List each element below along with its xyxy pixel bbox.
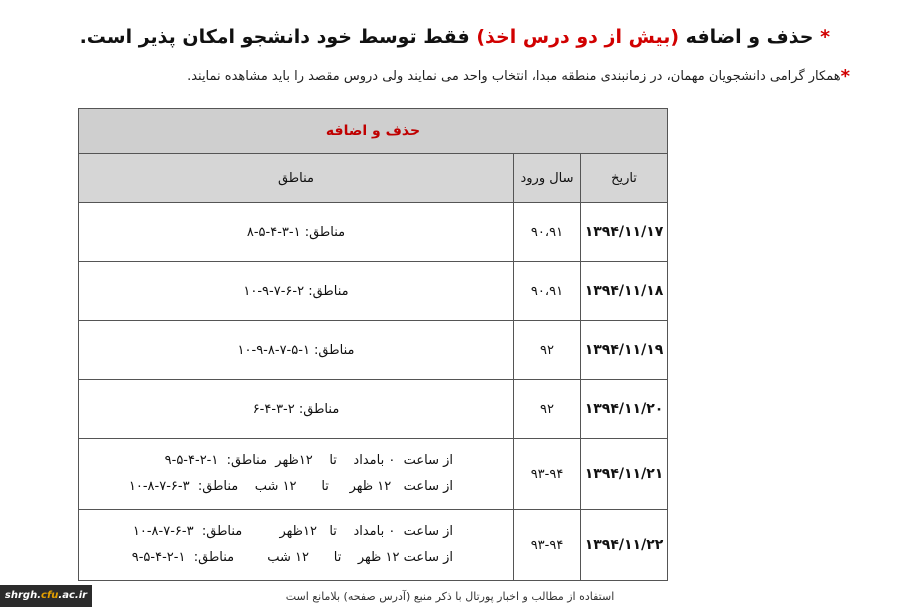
regions-cell: مناطق: ۱-۳-۴-۵-۸ xyxy=(79,203,514,262)
table-row xyxy=(79,321,668,380)
time-slot-morning: از ساعت ۰ بامداد تا ۱۲ظهر مناطق: ۳-۶-۷-۸-۱۰ xyxy=(132,524,453,539)
entry-year-cell: ۹۲ xyxy=(514,321,581,380)
time-slot-morning: از ساعت ۰ بامداد تا ۱۲ظهر مناطق: ۱-۲-۴-۵-۹ xyxy=(164,453,453,468)
table-title: حذف و اضافه xyxy=(79,109,668,154)
time-slot-afternoon: از ساعت ۱۲ ظهر تا ۱۲ شب مناطق: ۳-۶-۷-۸-۱۰ xyxy=(128,479,453,494)
column-header-regions: مناطق xyxy=(79,154,514,203)
table-row xyxy=(79,510,668,581)
date-cell: ۱۳۹۴/۱۱/۲۲ xyxy=(581,510,668,581)
guest-students-note: همکار گرامی دانشجویان مهمان، در زمانبندی منطقه مبدا، انتخاب واحد می نمایند ولی دروس مقصد را باید مشاهده نمایند. xyxy=(187,69,841,84)
column-header-row xyxy=(79,154,668,203)
announcement-text-end: فقط توسط خود دانشجو امکان پذیر است. xyxy=(79,26,477,48)
entry-year-cell: ۹۲ xyxy=(514,380,581,439)
table-row xyxy=(79,439,668,510)
date-cell: ۱۳۹۴/۱۱/۱۸ xyxy=(581,262,668,321)
site-watermark-logo xyxy=(0,585,92,607)
logo-accent: cfu xyxy=(41,590,59,601)
time-slot-afternoon: از ساعت ۱۲ ظهر تا ۱۲ شب مناطق: ۱-۲-۴-۵-۹ xyxy=(131,550,453,565)
regions-cell xyxy=(79,510,514,581)
table-row xyxy=(79,203,668,262)
table-title-row xyxy=(79,109,668,154)
regions-cell xyxy=(79,439,514,510)
add-drop-schedule-table xyxy=(78,108,668,581)
column-header-entry-year: سال ورود xyxy=(514,154,581,203)
red-asterisk: * xyxy=(820,26,830,48)
logo-suffix: .ac.ir xyxy=(58,590,88,601)
announcement-text-start: حذف و اضافه xyxy=(679,26,814,48)
announcement-line-2 xyxy=(80,66,850,87)
entry-year-cell: ۹۰،۹۱ xyxy=(514,203,581,262)
date-cell: ۱۳۹۴/۱۱/۲۰ xyxy=(581,380,668,439)
logo-prefix: shrgh. xyxy=(4,590,42,601)
table-row xyxy=(79,380,668,439)
red-asterisk: * xyxy=(840,66,850,87)
copyright-footer: استفاده از مطالب و اخبار پورتال با ذکر منبع (آدرس صفحه) بلامانع است xyxy=(285,590,615,603)
date-cell: ۱۳۹۴/۱۱/۱۹ xyxy=(581,321,668,380)
regions-cell: مناطق: ۲-۶-۷-۹-۱۰ xyxy=(79,262,514,321)
table-row xyxy=(79,262,668,321)
announcement-line-1 xyxy=(79,26,830,48)
entry-year-cell: ۹۳-۹۴ xyxy=(514,510,581,581)
announcement-highlight: (بیش از دو درس اخذ) xyxy=(476,26,680,48)
date-cell: ۱۳۹۴/۱۱/۲۱ xyxy=(581,439,668,510)
regions-cell: مناطق: ۱-۵-۷-۸-۹-۱۰ xyxy=(79,321,514,380)
date-cell: ۱۳۹۴/۱۱/۱۷ xyxy=(581,203,668,262)
column-header-date: تاریخ xyxy=(581,154,668,203)
entry-year-cell: ۹۰،۹۱ xyxy=(514,262,581,321)
entry-year-cell: ۹۳-۹۴ xyxy=(514,439,581,510)
regions-cell: مناطق: ۲-۳-۴-۶ xyxy=(79,380,514,439)
